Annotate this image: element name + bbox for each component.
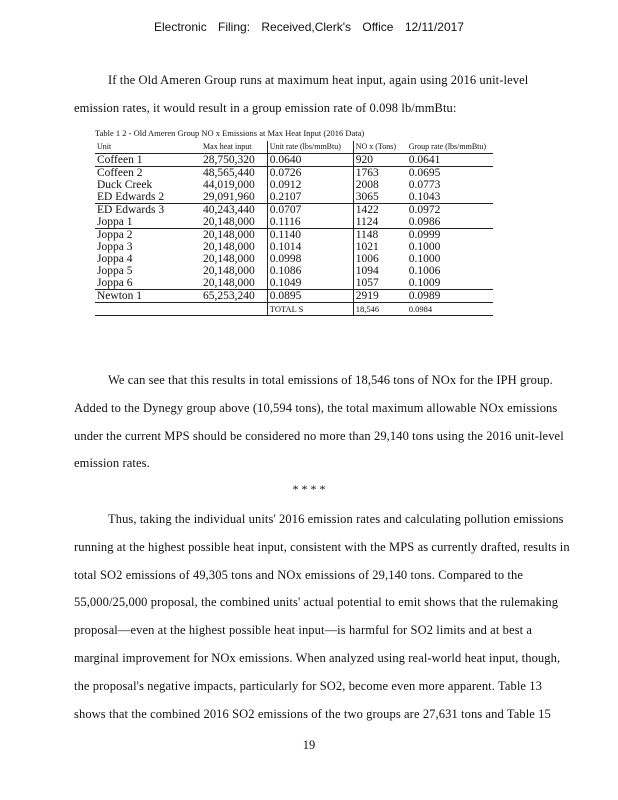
nox-tons: 1148 — [353, 229, 407, 242]
paragraph-line: total SO2 emissions of 49,305 tons and NOx emissions of 29,140 tons. Compared to the — [74, 568, 524, 582]
unit-rate: 0.0726 — [267, 167, 353, 180]
paragraph-line: We can see that this results in total emissions of 18,546 tons of NOx for the IPH group. — [108, 373, 553, 387]
col-header-nox: NO x (Tons) — [353, 141, 407, 154]
table-row — [95, 241, 493, 253]
max-heat-input: 20,148,000 — [203, 253, 255, 265]
paragraph-line: under the current MPS should be considered no more than 29,140 tons using the 2016 unit-level — [74, 429, 564, 443]
unit-rate: 0.0895 — [267, 290, 353, 303]
group-rate: 0.1043 — [407, 191, 493, 204]
unit-name: ED Edwards 3 — [97, 204, 165, 216]
unit-rate: 0.1049 — [267, 277, 353, 290]
unit-name: Joppa 5 — [97, 265, 133, 277]
unit-name: Duck Creek — [97, 179, 153, 191]
nox-tons: 1124 — [353, 216, 407, 229]
unit-rate: 0.0707 — [267, 204, 353, 217]
table-header-row — [95, 141, 493, 154]
unit-name: Joppa 6 — [95, 277, 201, 290]
paragraph-line: shows that the combined 2016 SO2 emissions of the two groups are 27,631 tons and Table 15 — [74, 707, 551, 721]
nox-tons: 1422 — [353, 204, 407, 217]
unit-name: ED Edwards 2 — [95, 191, 201, 204]
group-rate: 0.0972 — [408, 204, 441, 216]
paragraph-line: emission rates. — [74, 456, 150, 470]
table-row — [95, 277, 493, 290]
total-rate: 0.0984 — [407, 303, 493, 316]
table-row — [95, 154, 493, 167]
group-rate: 0.1009 — [407, 277, 493, 290]
unit-rate: 0.2107 — [267, 191, 353, 204]
unit-name: Joppa 3 — [97, 241, 133, 253]
nox-tons: 1006 — [353, 253, 407, 265]
max-heat-input: 40,243,440 — [203, 204, 255, 216]
max-heat-input: 29,091,960 — [201, 191, 267, 204]
group-rate: 0.0999 — [408, 229, 441, 241]
nox-tons: 3065 — [353, 191, 407, 204]
nox-tons: 2919 — [353, 290, 407, 303]
max-heat-input: 20,148,000 — [203, 265, 255, 277]
unit-name: Newton 1 — [97, 290, 143, 302]
max-heat-input: 20,148,000 — [203, 241, 255, 253]
nox-tons: 1094 — [353, 265, 407, 277]
paragraph-line: the proposal's negative impacts, particularly for SO2, become even more apparent. Table 13 — [74, 679, 542, 693]
nox-tons: 1763 — [353, 167, 407, 180]
col-header-unit-rate: Unit rate (lbs/mmBtu) — [267, 141, 353, 154]
table-row — [95, 229, 493, 242]
unit-rate: 0.1014 — [267, 241, 353, 253]
table-total-row — [95, 303, 493, 316]
max-heat-input: 20,148,000 — [201, 277, 267, 290]
table-row — [95, 179, 493, 191]
nox-tons: 1021 — [353, 241, 407, 253]
group-rate: 0.1000 — [408, 241, 441, 253]
table-row — [95, 290, 493, 303]
nox-tons: 920 — [353, 154, 407, 167]
group-rate: 0.0641 — [407, 154, 493, 167]
paragraph-line: Thus, taking the individual units' 2016 emission rates and calculating pollution emissions — [108, 512, 564, 526]
group-rate: 0.0695 — [408, 167, 441, 179]
table-row — [95, 253, 493, 265]
unit-name: Joppa 2 — [97, 229, 133, 241]
max-heat-input: 48,565,440 — [203, 167, 255, 179]
unit-rate: 0.0640 — [267, 154, 353, 167]
table-caption: Table 1 2 - Old Ameren Group NO x Emissions at Max Heat Input (2016 Data) — [95, 128, 365, 138]
max-heat-input: 44,019,000 — [203, 179, 255, 191]
unit-rate: 0.1086 — [267, 265, 353, 277]
table-row — [95, 216, 493, 229]
table-row — [95, 191, 493, 204]
table-row — [95, 167, 493, 180]
group-rate: 0.1000 — [408, 253, 441, 265]
group-rate: 0.0773 — [408, 179, 441, 191]
unit-name: Coffeen 1 — [95, 154, 201, 167]
total-label: TOTAL S — [267, 303, 353, 316]
col-header-unit: Unit — [95, 141, 201, 154]
table-row — [95, 265, 493, 277]
col-header-group-rate: Group rate (lbs/mmBtu) — [407, 141, 493, 154]
unit-name: Joppa 4 — [97, 253, 133, 265]
paragraph-line: emission rates, it would result in a group emission rate of 0.098 lb/mmBtu: — [74, 101, 457, 115]
page-number: 19 — [302, 738, 316, 752]
nox-tons: 1057 — [353, 277, 407, 290]
unit-name: Joppa 1 — [95, 216, 201, 229]
table-row — [95, 204, 493, 217]
group-rate: 0.0986 — [407, 216, 493, 229]
max-heat-input: 20,148,000 — [203, 229, 255, 241]
unit-rate: 0.1140 — [267, 229, 353, 242]
total-nox: 18,546 — [353, 303, 407, 316]
paragraph-line: 55,000/25,000 proposal, the combined units' actual potential to emit shows that the rulemaking — [74, 595, 559, 609]
filing-header: Electronic Filing: Received,Clerk's Office 12/11/2017 — [154, 20, 464, 34]
max-heat-input: 65,253,240 — [203, 290, 255, 302]
group-rate: 0.0989 — [408, 290, 441, 302]
unit-rate: 0.0912 — [267, 179, 353, 191]
max-heat-input: 28,750,320 — [201, 154, 267, 167]
nox-tons: 2008 — [353, 179, 407, 191]
nox-emissions-table — [95, 141, 493, 316]
max-heat-input: 20,148,000 — [201, 216, 267, 229]
group-rate: 0.1006 — [408, 265, 441, 277]
paragraph-line: If the Old Ameren Group runs at maximum heat input, again using 2016 unit-level — [108, 73, 529, 87]
paragraph-line: Added to the Dynegy group above (10,594 tons), the total maximum allowable NOx emissions — [74, 401, 558, 415]
paragraph-line: proposal—even at the highest possible heat input—is harmful for SO2 limits and at best a — [74, 623, 533, 637]
unit-rate: 0.0998 — [267, 253, 353, 265]
paragraph-line: marginal improvement for NOx emissions. When analyzed using real-world heat input, though, — [74, 651, 561, 665]
col-header-max-heat: Max heat input — [201, 141, 267, 154]
section-separator: * * * * — [292, 482, 326, 496]
paragraph-line: running at the highest possible heat input, consistent with the MPS as currently drafted, results in — [74, 540, 570, 554]
unit-name: Coffeen 2 — [97, 167, 143, 179]
unit-rate: 0.1116 — [267, 216, 353, 229]
